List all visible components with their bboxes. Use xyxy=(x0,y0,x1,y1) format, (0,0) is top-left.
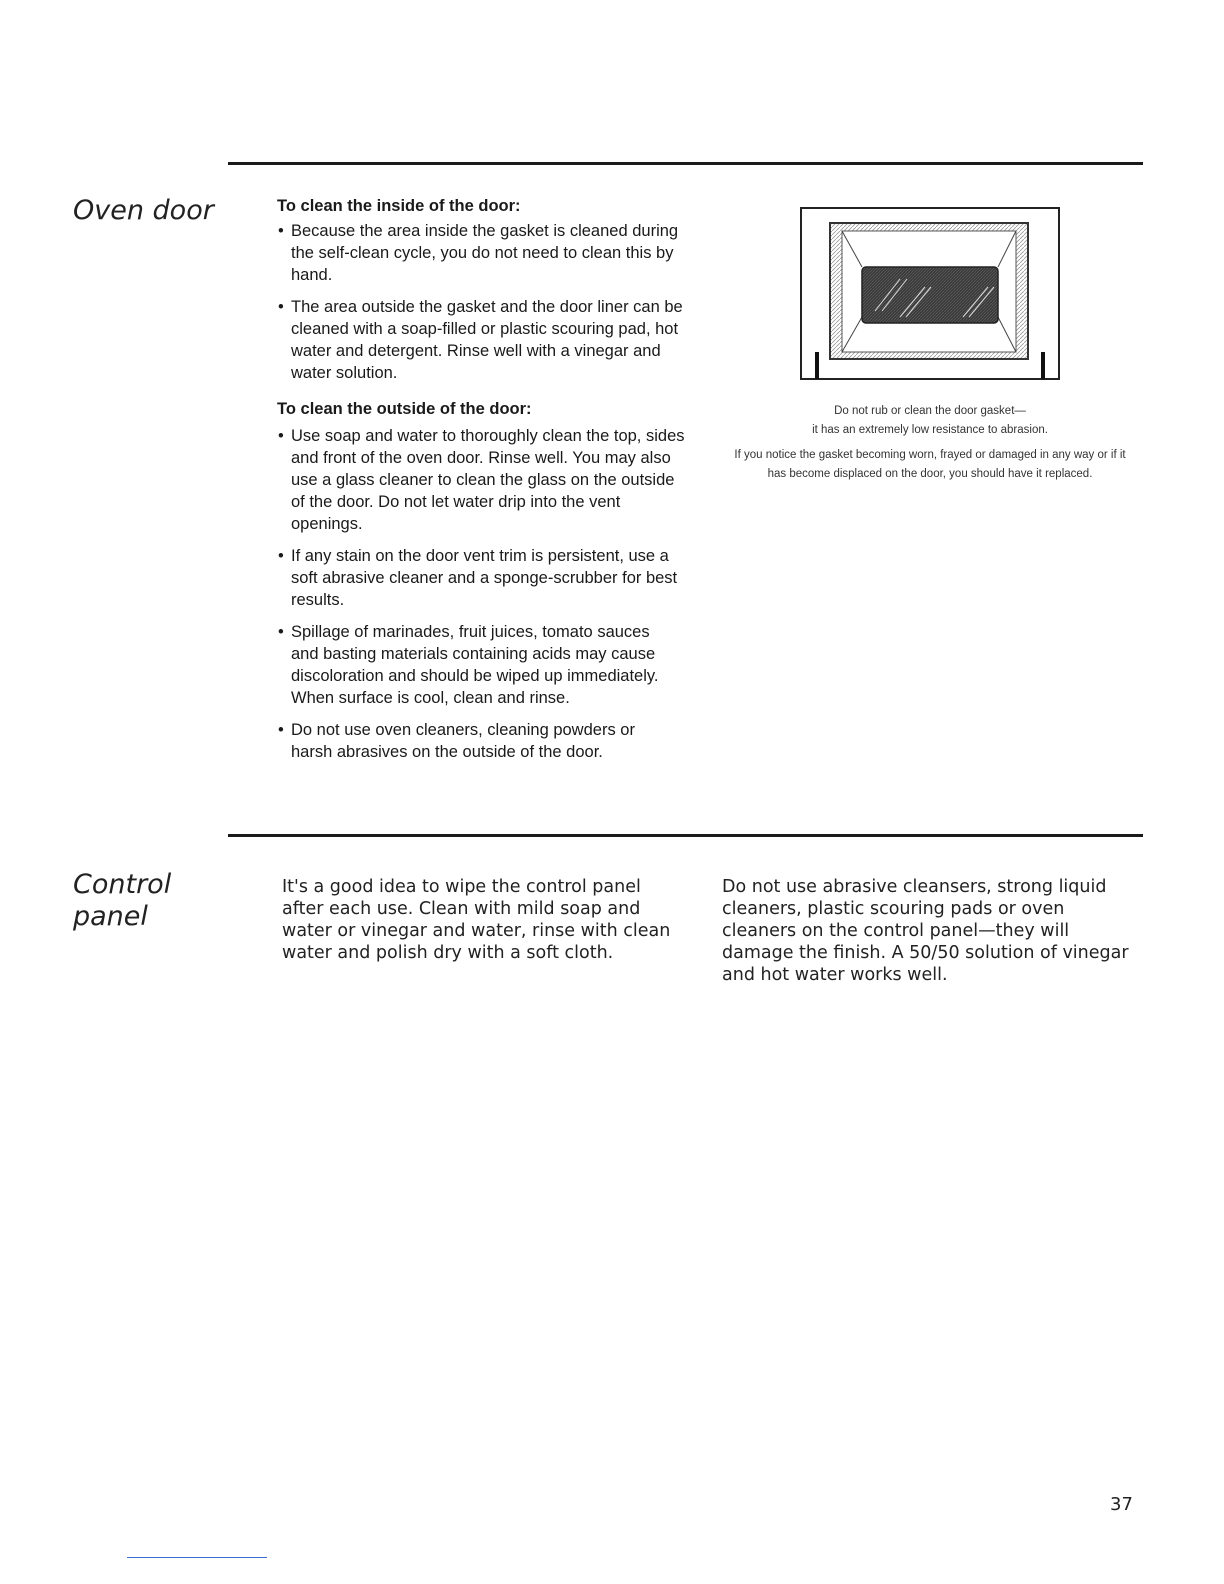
gasket-replacement-note: If you notice the gasket becoming worn, frayed or damaged in any way or if it has become displaced on the door, you should have it replaced. xyxy=(734,449,1126,480)
door-hinge-right xyxy=(1041,352,1045,379)
outside-door-heading: To clean the outside of the door: xyxy=(277,400,532,418)
bullet-icon: • xyxy=(278,721,284,739)
list-item: • Do not use oven cleaners, cleaning powders or harsh abrasives on the outside of the door. xyxy=(278,721,635,761)
gasket-caption-line-1: Do not rub or clean the door gasket— xyxy=(834,405,1026,417)
control-panel-cleaning-text: It's a good idea to wipe the control panel after each use. Clean with mild soap and water or vinegar and water, rinse with clean water and polish dry with a soft cloth. xyxy=(282,877,671,963)
list-item: • Use soap and water to thoroughly clean the top, sides and front of the oven door. Rinse well. You may also use a glass cleaner to clean the glass on the outside of the door. Do not let water drip into the vent openings. xyxy=(278,427,685,533)
section-divider-top xyxy=(228,162,1143,165)
list-item: • If any stain on the door vent trim is persistent, use a soft abrasive cleaner and a sponge-scrubber for best results. xyxy=(278,547,678,609)
page-number: 37 xyxy=(1110,1494,1133,1515)
section-title-control-panel: Control panel xyxy=(73,869,172,932)
footer-link-line xyxy=(127,1557,267,1558)
bullet-icon: • xyxy=(278,298,284,316)
control-panel-warning-text: Do not use abrasive cleansers, strong liquid cleaners, plastic scouring pads or oven cleaners on the control panel—they will damage the finish. A 50/50 solution of vinegar and hot water works well. xyxy=(722,877,1129,985)
inside-door-heading: To clean the inside of the door: xyxy=(277,197,521,215)
section-divider-bottom xyxy=(228,834,1143,837)
section-title-oven-door: Oven door xyxy=(73,195,214,226)
door-hinge-left xyxy=(815,352,819,379)
bullet-icon: • xyxy=(278,623,284,641)
inside-door-list xyxy=(277,220,687,394)
list-item: • The area outside the gasket and the door liner can be cleaned with a soap-filled or plastic scouring pad, hot water and detergent. Rinse well with a vinegar and water solution. xyxy=(278,298,683,382)
list-item: • Because the area inside the gasket is cleaned during the self-clean cycle, you do not need to clean this by hand. xyxy=(278,222,679,284)
bullet-icon: • xyxy=(278,222,284,240)
list-item: • Spillage of marinades, fruit juices, tomato sauces and basting materials containing acids may cause discoloration and should be wiped up immediately. When surface is cool, clean and rinse. xyxy=(278,623,659,707)
gasket-caption-line-2: it has an extremely low resistance to abrasion. xyxy=(812,424,1048,436)
outside-door-list xyxy=(277,425,687,773)
bullet-icon: • xyxy=(278,427,284,445)
door-window xyxy=(862,267,998,323)
bullet-icon: • xyxy=(278,547,284,565)
oven-door-illustration xyxy=(800,207,1062,383)
